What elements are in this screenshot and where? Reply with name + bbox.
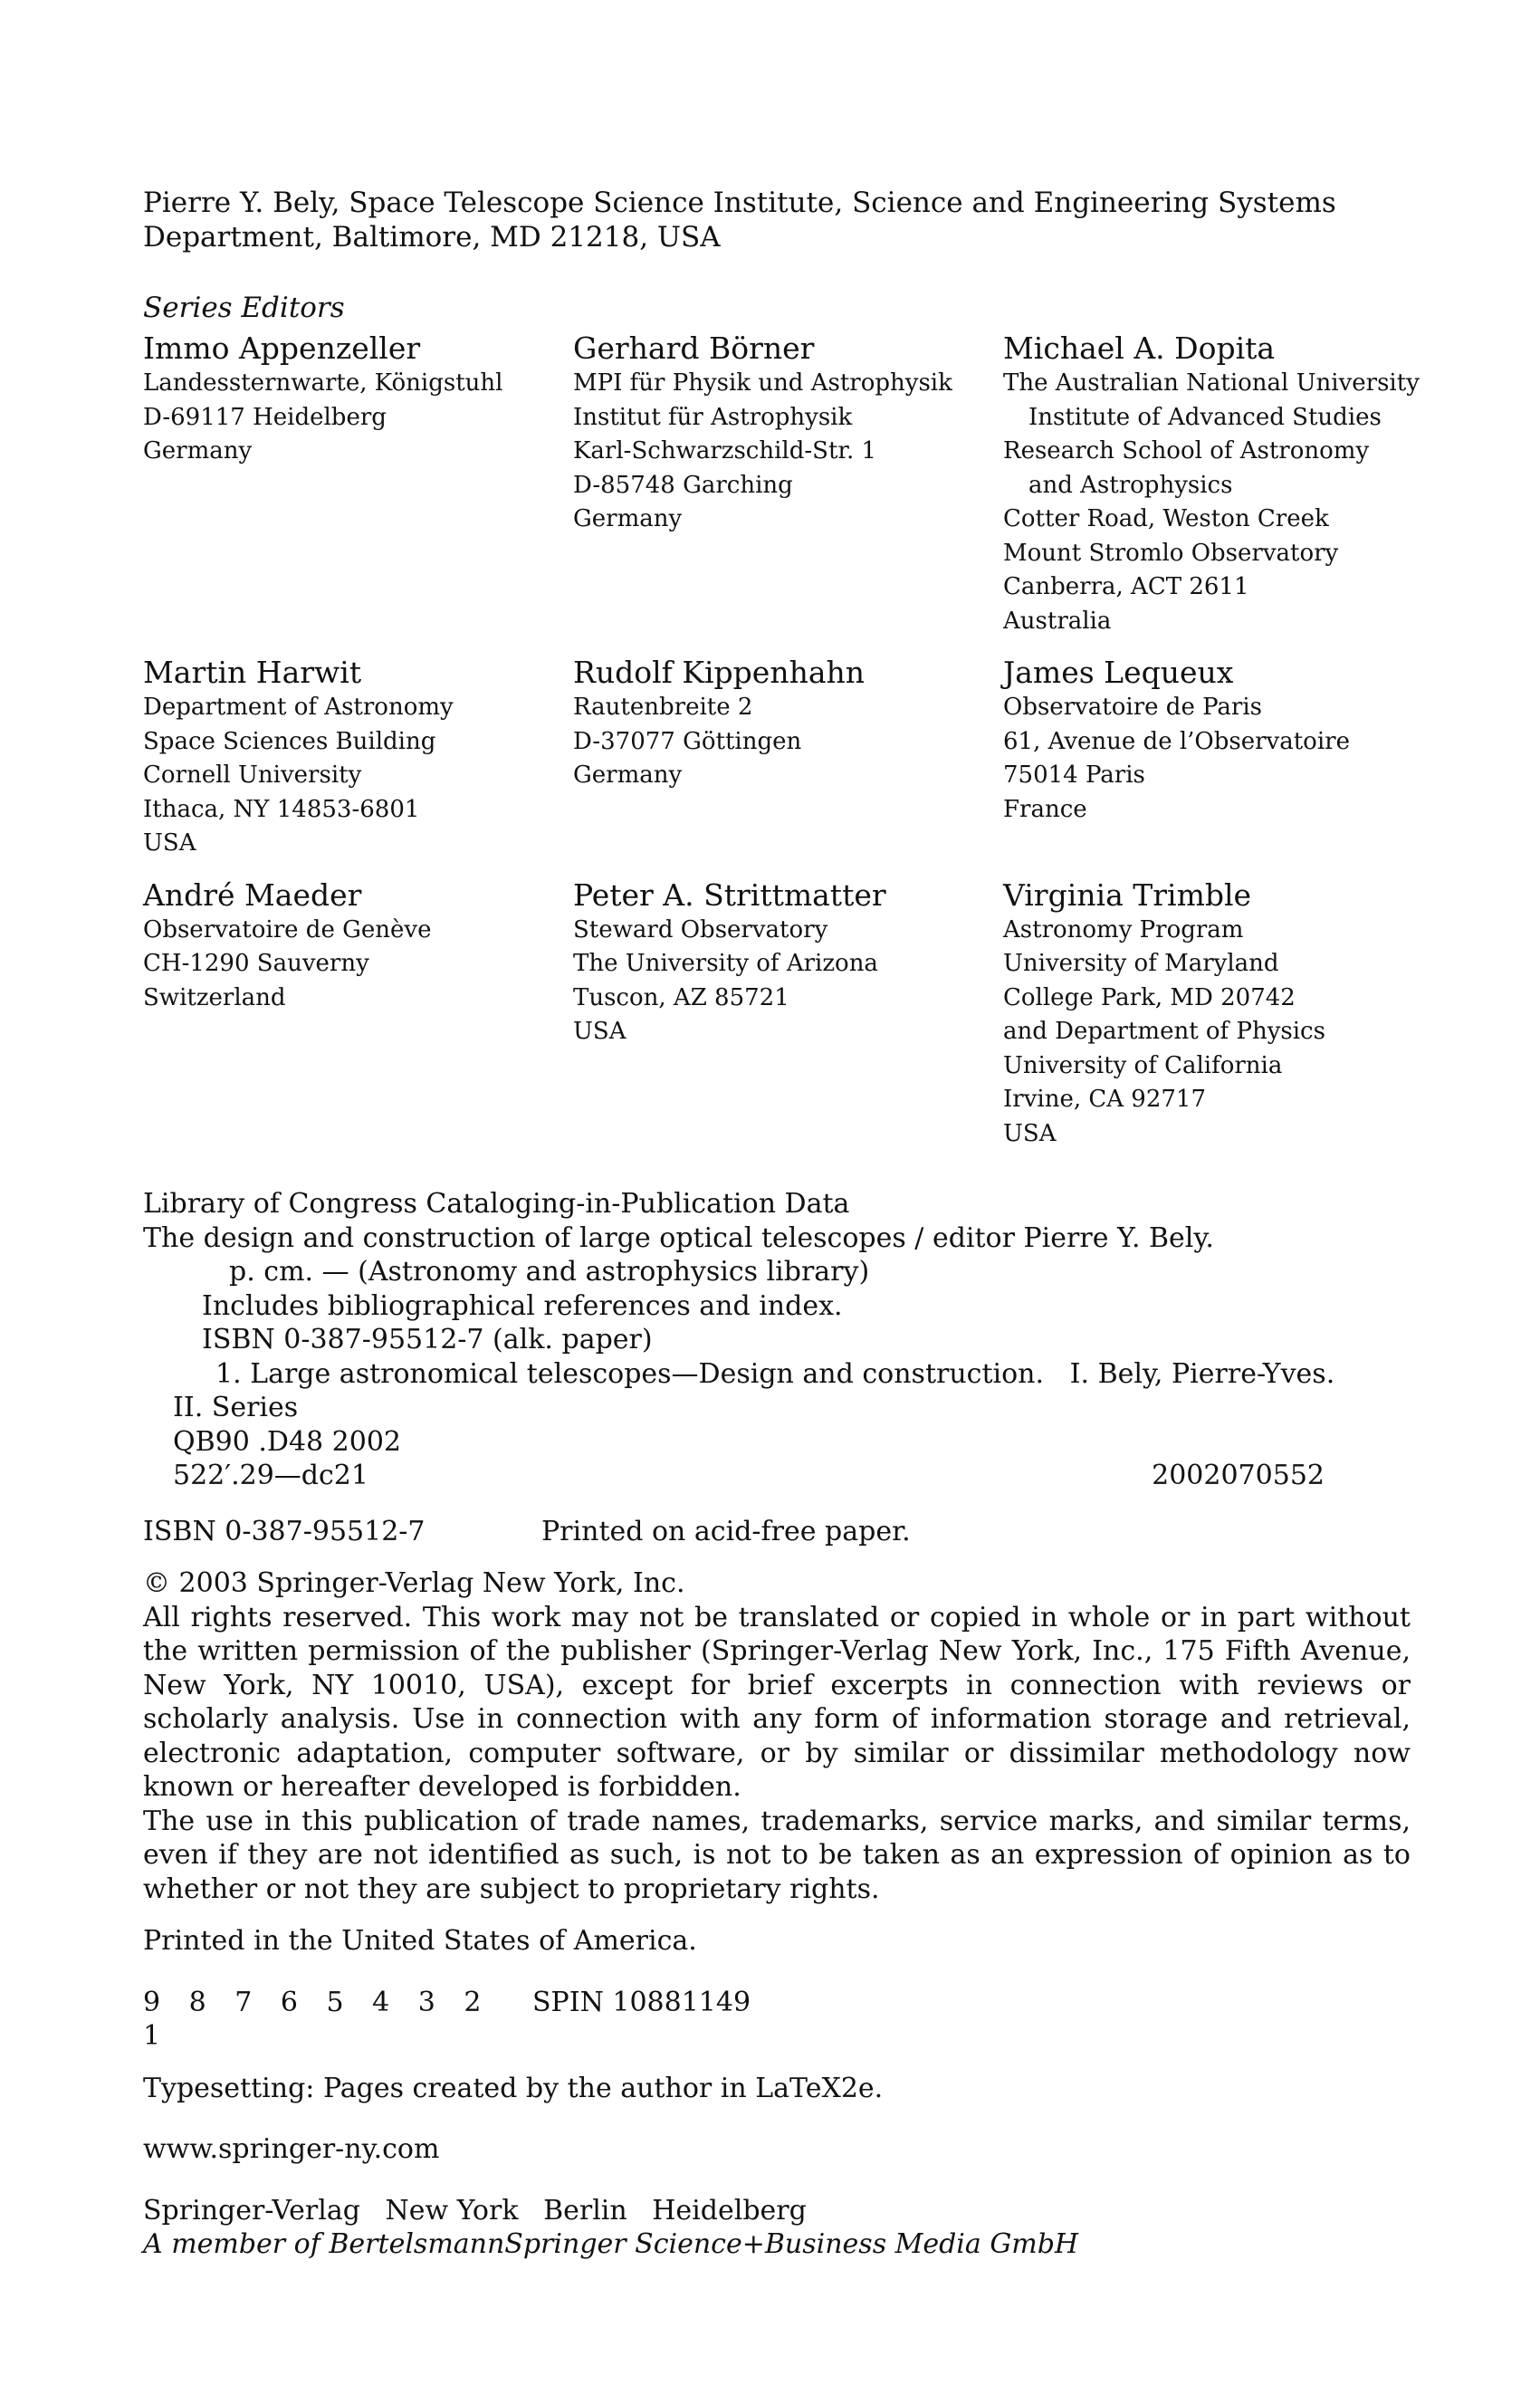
cip-subject-right: I. Bely, Pierre-Yves. (1069, 1357, 1335, 1390)
editor-entry (1003, 877, 1411, 1152)
editor-name: Virginia Trimble (1003, 876, 1252, 913)
editor-entry (143, 877, 573, 1152)
spin-number: SPIN 10881149 (532, 1986, 751, 2018)
editor-address-line: USA (1003, 1119, 1057, 1147)
series-editors-heading: Series Editors (143, 292, 345, 324)
editor-address-line: Germany (573, 505, 683, 532)
editor-address-line: College Park, MD 20742 (1003, 983, 1296, 1011)
editor-name: Peter A. Strittmatter (573, 876, 886, 913)
editor-address-line: Karl-Schwarzschild-Str. 1 (573, 437, 877, 465)
editor-address-line: Ithaca, NY 14853-6801 (143, 795, 420, 823)
rights-paragraph: All rights reserved. This work may not be translated or copied in whole or in part without the written permission of the publisher (Springer-Verlag New York, Inc., 175 Fifth Avenue, New York, NY 10010, USA), except for brief excerpts in connection with reviews or scholarly analysis. Use in connection with any form of information storage and retrieval, electronic adaptation, computer software, or by similar or dissimilar methodology now known or hereafter developed is forbidden. (143, 1601, 1411, 1803)
publisher-row (143, 2194, 1411, 2228)
cip-subject-row (143, 1357, 1411, 1392)
cip-heading: Library of Congress Cataloging-in-Publication Data (143, 1188, 850, 1220)
editor-address-line: Institut für Astrophysik (573, 403, 853, 431)
editor-address-line: D-69117 Heidelberg (143, 403, 387, 431)
cip-includes: Includes bibliographical references and index. (202, 1289, 843, 1322)
typesetting-note: Typesetting: Pages created by the author in LaTeX2e. (143, 2072, 884, 2104)
editor-entry (1003, 330, 1420, 638)
editor-entry (573, 330, 1003, 638)
print-run-row (143, 1986, 1411, 2054)
editor-address-line: Cotter Road, Weston Creek (1003, 505, 1329, 532)
cip-lccn: 2002070552 (1152, 1460, 1325, 1491)
copyright-page (143, 186, 1420, 2262)
editor-address-line: 75014 Paris (1003, 761, 1145, 789)
editor-name: Gerhard Börner (573, 330, 815, 366)
editor-address-line: Germany (573, 761, 683, 789)
editor-address-line: Landessternwarte, Königstuhl (143, 369, 503, 397)
editor-address-line: Observatoire de Paris (1003, 694, 1263, 721)
editor-name: André Maeder (143, 876, 362, 913)
editor-address-line: Switzerland (143, 983, 286, 1011)
isbn-row (143, 1515, 1411, 1549)
rights-block (143, 1566, 1411, 1906)
editors-grid (143, 330, 1420, 1151)
isbn-number: ISBN 0-387-95512-7 (143, 1515, 426, 1547)
editor-address-line: Research School of Astronomy (1003, 437, 1370, 465)
cip-title-line: The design and construction of large optical telescopes / editor Pierre Y. Bely. (143, 1221, 1214, 1254)
editor-address-line: The Australian National University (1003, 369, 1420, 397)
cip-series: II. Series (173, 1392, 299, 1423)
cip-subject: 1. Large astronomical telescopes—Design and construction. (215, 1357, 1045, 1390)
print-run: 9 8 7 6 5 4 3 2 1 (143, 1986, 492, 2052)
editor-address-line: Rautenbreite 2 (573, 694, 753, 721)
trade-names-paragraph: The use in this publication of trade names, trademarks, service marks, and similar terms, even if they are not identified as such, is not to be taken as an expression of opinion as to whether or not they are subject to proprietary rights. (143, 1805, 1411, 1905)
publisher-name: Springer-Verlag (143, 2194, 360, 2227)
editor-name: Rudolf Kippenhahn (573, 655, 866, 690)
cip-call-number: QB90 .D48 2002 (173, 1425, 401, 1458)
publisher-block (143, 2194, 1411, 2262)
cip-pcm: p. cm. — (Astronomy and astrophysics library) (229, 1256, 870, 1288)
acid-free-note: Printed on acid-free paper. (541, 1515, 911, 1547)
publisher-city: New York (385, 2194, 519, 2227)
member-line: A member of BertelsmannSpringer Science+Business Media GmbH (143, 2228, 1079, 2260)
editor-address-line: University of California (1003, 1051, 1283, 1079)
editor-address-line: 61, Avenue de l’Observatoire (1003, 727, 1350, 755)
editor-address-line: D-85748 Garching (573, 471, 793, 499)
editor-entry (1003, 655, 1411, 861)
editor-address-line: Germany (143, 437, 253, 465)
editor-entry (143, 655, 573, 861)
cip-data-block (143, 1187, 1411, 1493)
editor-address-line: Institute of Advanced Studies (1028, 403, 1382, 431)
author-affiliation: Pierre Y. Bely, Space Telescope Science Institute, Science and Engineering Systems Department, Baltimore, MD 21218, USA (143, 187, 1336, 254)
editor-address-line: Tuscon, AZ 85721 (573, 983, 789, 1011)
editor-address-line: CH-1290 Sauverny (143, 950, 369, 977)
printed-in: Printed in the United States of America. (143, 1925, 697, 1957)
editor-address-line: USA (573, 1018, 627, 1045)
editor-entry (573, 877, 1003, 1152)
editor-name: James Lequeux (1003, 655, 1234, 690)
editor-entry (573, 655, 1003, 861)
editor-address-line: Cornell University (143, 761, 362, 789)
editor-address-line: Observatoire de Genève (143, 915, 432, 943)
cip-dewey: 522′.29—dc21 (173, 1460, 368, 1491)
editor-name: Michael A. Dopita (1003, 330, 1276, 366)
publisher-city: Berlin (543, 2194, 627, 2227)
editor-name: Martin Harwit (143, 655, 362, 690)
editor-address-line: MPI für Physik und Astrophysik (573, 369, 952, 397)
editor-address-line: and Astrophysics (1028, 471, 1233, 499)
editor-address-line: Irvine, CA 92717 (1003, 1086, 1207, 1113)
editor-address-line: Astronomy Program (1003, 915, 1244, 943)
editor-address-line: Department of Astronomy (143, 694, 454, 721)
editor-address-line: Australia (1003, 607, 1112, 635)
editor-address-line: Mount Stromlo Observatory (1003, 539, 1339, 567)
editor-address-line: Canberra, ACT 2611 (1003, 573, 1249, 600)
publisher-city: Heidelberg (652, 2194, 807, 2227)
editor-address-line: D-37077 Göttingen (573, 727, 802, 755)
editor-name: Immo Appenzeller (143, 330, 421, 366)
editor-address-line: France (1003, 795, 1087, 823)
editor-address-line: and Department of Physics (1003, 1018, 1325, 1045)
website-link[interactable]: www.springer-ny.com (143, 2133, 440, 2165)
editor-address-line: Space Sciences Building (143, 727, 436, 755)
copyright-line: © 2003 Springer-Verlag New York, Inc. (143, 1567, 685, 1599)
editor-address-line: The University of Arizona (573, 950, 878, 977)
cip-dewey-row (143, 1459, 1325, 1493)
editor-entry (143, 330, 573, 638)
editor-address-line: USA (143, 829, 196, 857)
editor-address-line: Steward Observatory (573, 915, 828, 943)
cip-isbn: ISBN 0-387-95512-7 (alk. paper) (202, 1324, 653, 1355)
editor-address-line: University of Maryland (1003, 950, 1279, 977)
